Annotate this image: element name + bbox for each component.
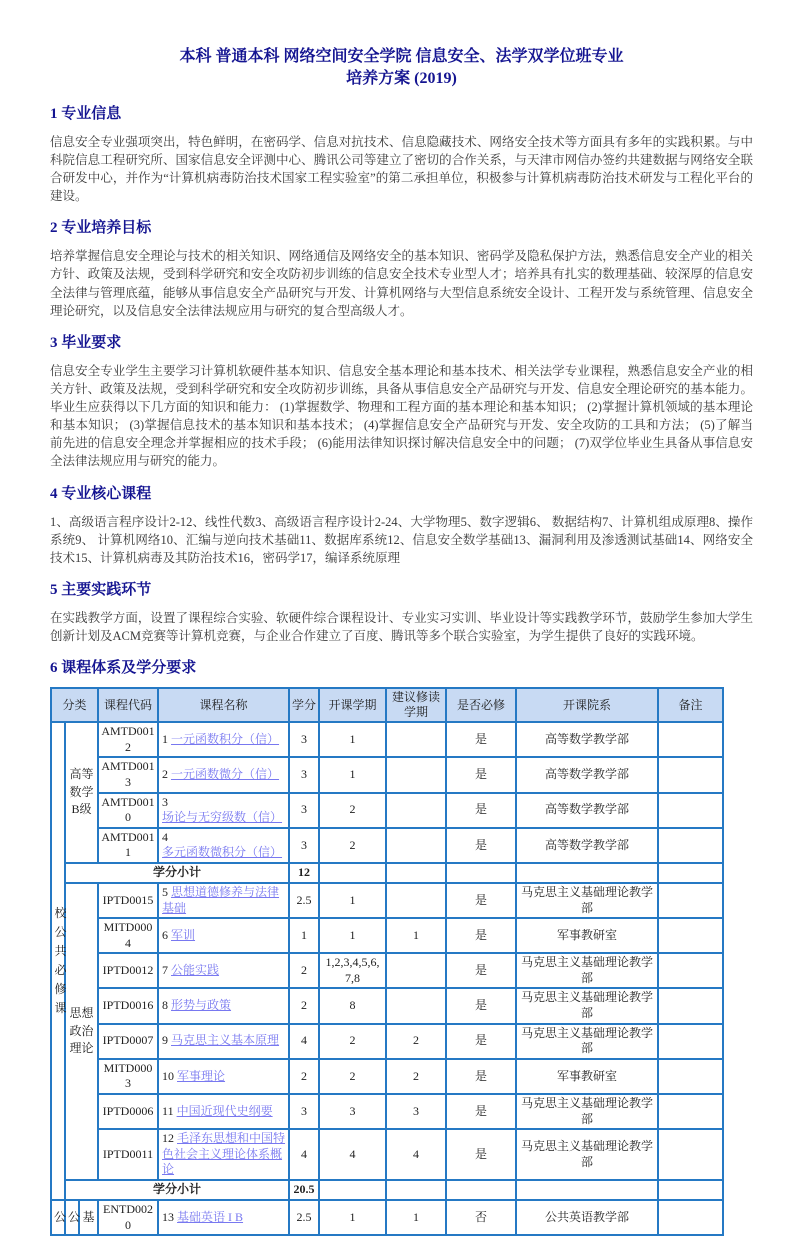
category-clipped-label: 公 <box>51 1200 65 1235</box>
subtotal-label: 学分小计 <box>65 863 289 883</box>
category-political-theory-label: 思想政治理论 <box>65 883 98 1180</box>
table-cell: 是 <box>446 988 516 1023</box>
category-school-required-label <box>51 722 65 1200</box>
table-cell <box>386 953 446 988</box>
course-link[interactable]: 形势与政策 <box>171 998 232 1013</box>
col-header-department: 开课院系 <box>516 688 658 722</box>
subtotal-credits: 12 <box>289 863 319 883</box>
row-iptd0006 <box>51 1094 723 1129</box>
section-heading-1: 1 专业信息 <box>50 105 122 122</box>
row-entd0020 <box>51 1200 723 1235</box>
course-code-cell: IPTD0006 <box>98 1094 158 1129</box>
table-cell: 1,2,3,4,5,6,7,8 <box>319 953 386 988</box>
table-cell: 1 <box>386 1200 446 1235</box>
table-cell: 马克思主义基础理论教学部 <box>516 1094 658 1129</box>
course-code-cell: MITD0004 <box>98 918 158 953</box>
table-cell: 是 <box>446 757 516 792</box>
table-cell: 马克思主义基础理论教学部 <box>516 883 658 918</box>
course-table <box>50 687 724 1236</box>
row-amtd0013 <box>51 757 723 792</box>
course-name-cell <box>158 1129 289 1180</box>
table-cell <box>386 883 446 918</box>
course-code-cell: IPTD0015 <box>98 883 158 918</box>
table-cell: 1 <box>319 883 386 918</box>
table-cell: 3 <box>289 757 319 792</box>
course-link[interactable]: 思想道德修养与法律基础 <box>162 884 280 915</box>
table-cell <box>516 863 658 883</box>
col-header-category: 分类 <box>51 688 98 722</box>
course-code-cell: IPTD0012 <box>98 953 158 988</box>
section-heading-2: 2 专业培养目标 <box>50 220 152 237</box>
table-cell: 马克思主义基础理论教学部 <box>516 988 658 1023</box>
table-cell <box>319 863 386 883</box>
course-name-cell <box>158 883 289 918</box>
course-number: 6 <box>162 927 172 942</box>
table-cell: 1 <box>319 722 386 757</box>
document-title-line1: 本科 普通本科 网络空间安全学院 信息安全、法学双学位班专业 <box>179 48 624 65</box>
section-core-courses <box>50 485 753 567</box>
table-cell: 1 <box>386 918 446 953</box>
section-major-info <box>50 105 753 206</box>
course-name-cell <box>158 828 289 863</box>
table-cell <box>386 988 446 1023</box>
table-cell: 4 <box>319 1129 386 1180</box>
table-cell <box>658 883 723 918</box>
table-cell: 是 <box>446 918 516 953</box>
course-link[interactable]: 场论与无穷级数（信） <box>162 810 283 825</box>
section-heading-4: 4 专业核心课程 <box>50 485 152 502</box>
row-iptd0007 <box>51 1024 723 1059</box>
course-table-body <box>51 722 723 1235</box>
table-cell: 3 <box>289 722 319 757</box>
col-header-course-name: 课程名称 <box>158 688 289 722</box>
course-link[interactable]: 军训 <box>171 927 196 942</box>
table-cell <box>658 918 723 953</box>
course-name-cell <box>158 988 289 1023</box>
table-cell <box>658 828 723 863</box>
table-cell <box>658 1180 723 1200</box>
table-cell: 3 <box>289 828 319 863</box>
course-number: 9 <box>162 1033 172 1048</box>
col-header-term-offered: 开课学期 <box>319 688 386 722</box>
table-cell: 是 <box>446 828 516 863</box>
course-number: 3 <box>162 794 169 809</box>
table-cell: 2 <box>289 988 319 1023</box>
table-cell <box>446 863 516 883</box>
section-body-3: 信息安全专业学生主要学习计算机软硬件基本知识、信息安全基本理论和基本技术、相关法学专业课程，熟悉信息安全产业的相关方针、政策及法规，受到科学研究和安全攻防初步训练，具备从事信息安全产品研究与开发、信息安全理论研究的基本能力。毕业生应获得以下几方面的知识和能力： (1)掌握数学、物理和工程方面的基本理论和基本知识； (2)掌握计算机领域的基本理论和基本知识； (3)掌握信息技术的基本知识和基本技术； (4)掌握信息安全产品研究与开发、安全攻防的工具和方法； (5)了解当前先进的信息安全理念并掌握相应的技术手段； (6)能用法律知识探讨解决信息安全中的问题； (7)双学位毕业生具备从事信息安全法律法规应用与研究的能力。 <box>50 363 753 469</box>
course-code-cell: IPTD0016 <box>98 988 158 1023</box>
table-cell: 2 <box>386 1059 446 1094</box>
table-cell: 2 <box>319 793 386 828</box>
table-cell <box>658 953 723 988</box>
table-cell: 2 <box>289 1059 319 1094</box>
section-heading-5: 5 主要实践环节 <box>50 581 152 598</box>
table-cell <box>386 828 446 863</box>
table-cell: 马克思主义基础理论教学部 <box>516 953 658 988</box>
course-name-cell <box>158 757 289 792</box>
table-cell <box>658 988 723 1023</box>
table-cell <box>658 1200 723 1235</box>
section-practice <box>50 581 753 645</box>
table-cell: 是 <box>446 722 516 757</box>
table-cell: 2 <box>319 1024 386 1059</box>
course-code-cell: IPTD0011 <box>98 1129 158 1180</box>
table-cell: 是 <box>446 793 516 828</box>
table-cell: 高等数学教学部 <box>516 828 658 863</box>
table-cell <box>386 793 446 828</box>
course-name-cell <box>158 1024 289 1059</box>
course-link[interactable]: 多元函数微积分（信） <box>162 845 283 860</box>
document-title <box>50 46 753 91</box>
course-link[interactable]: 中国近现代史纲要 <box>176 1103 273 1118</box>
table-cell: 1 <box>319 918 386 953</box>
course-name-cell <box>158 1094 289 1129</box>
table-cell: 2.5 <box>289 883 319 918</box>
course-number: 10 <box>162 1068 178 1083</box>
table-cell: 2 <box>386 1024 446 1059</box>
course-link[interactable]: 一元函数积分（信） <box>171 731 280 746</box>
table-cell <box>386 722 446 757</box>
table-cell: 是 <box>446 1024 516 1059</box>
table-cell <box>319 1180 386 1200</box>
table-cell: 军事教研室 <box>516 1059 658 1094</box>
course-code-cell: AMTD0012 <box>98 722 158 757</box>
table-cell: 3 <box>386 1094 446 1129</box>
course-number: 5 <box>162 884 172 899</box>
course-link[interactable]: 军事理论 <box>177 1068 226 1083</box>
category-clipped-label: 公 <box>65 1200 79 1235</box>
table-cell: 4 <box>289 1024 319 1059</box>
table-cell: 军事教研室 <box>516 918 658 953</box>
table-cell: 否 <box>446 1200 516 1235</box>
table-cell <box>658 863 723 883</box>
table-cell: 公共英语教学部 <box>516 1200 658 1235</box>
section-heading-3: 3 毕业要求 <box>50 334 122 351</box>
table-cell: 高等数学教学部 <box>516 793 658 828</box>
table-cell: 1 <box>319 1200 386 1235</box>
course-code-cell: MITD0003 <box>98 1059 158 1094</box>
subtotal-label: 学分小计 <box>65 1180 289 1200</box>
section-body-5: 在实践教学方面，设置了课程综合实验、软硬件综合课程设计、专业实习实训、毕业设计等实践教学环节，鼓励学生参加大学生创新计划及ACM竞赛等计算机竞赛，与企业合作建立了百度、腾讯等多个联合实验室，为学生提供了良好的实践环境。 <box>50 610 753 644</box>
table-cell <box>658 793 723 828</box>
course-number: 8 <box>162 998 172 1013</box>
row-iptd0012 <box>51 953 723 988</box>
table-cell: 是 <box>446 1094 516 1129</box>
table-cell <box>658 1059 723 1094</box>
table-cell <box>658 1094 723 1129</box>
table-cell: 马克思主义基础理论教学部 <box>516 1024 658 1059</box>
table-cell: 3 <box>319 1094 386 1129</box>
table-cell: 是 <box>446 1129 516 1180</box>
row-mitd0003 <box>51 1059 723 1094</box>
table-cell: 1 <box>289 918 319 953</box>
course-number: 4 <box>162 829 169 844</box>
course-name-cell <box>158 722 289 757</box>
course-code-cell: AMTD0011 <box>98 828 158 863</box>
table-cell: 4 <box>289 1129 319 1180</box>
table-cell: 3 <box>289 1094 319 1129</box>
table-cell <box>658 757 723 792</box>
table-cell <box>386 1180 446 1200</box>
subtotal-credits: 20.5 <box>289 1180 319 1200</box>
course-code-cell: AMTD0013 <box>98 757 158 792</box>
table-cell: 8 <box>319 988 386 1023</box>
course-link[interactable]: 基础英语 I B <box>177 1209 244 1224</box>
course-code-cell: ENTD0020 <box>98 1200 158 1235</box>
course-number: 11 <box>162 1103 177 1118</box>
category-clipped-label: 基 <box>79 1200 98 1235</box>
vertical-category-text: 校公共必修课 <box>54 905 67 1016</box>
course-link[interactable]: 公能实践 <box>171 963 220 978</box>
subtotal-row-political <box>51 1180 723 1200</box>
section-body-1: 信息安全专业强项突出，特色鲜明，在密码学、信息对抗技术、信息隐藏技术、网络安全技术等方面具有多年的实践积累。与中科院信息工程研究所、国家信息安全评测中心、腾讯公司等建立了密切的合作关系，与天津市网信办签约共建数据与网络安全联合研发中心，并作为“计算机病毒防治技术国家工程实验室”的第二承担单位，积极参与计算机病毒防治技术研发与工程化平台的建设。 <box>50 134 753 204</box>
header-row <box>51 688 723 722</box>
table-cell: 2 <box>289 953 319 988</box>
row-iptd0015 <box>51 883 723 918</box>
col-header-is-required: 是否必修 <box>446 688 516 722</box>
subtotal-row-math <box>51 863 723 883</box>
course-link[interactable]: 毛泽东思想和中国特色社会主义理论体系概论 <box>162 1131 286 1177</box>
table-cell: 1 <box>319 757 386 792</box>
course-name-cell <box>158 918 289 953</box>
row-iptd0016 <box>51 988 723 1023</box>
row-iptd0011 <box>51 1129 723 1180</box>
section-training-goals <box>50 219 753 320</box>
table-cell: 是 <box>446 953 516 988</box>
course-table-head <box>51 688 723 722</box>
col-header-suggested-term: 建议修读学期 <box>386 688 446 722</box>
table-cell <box>386 757 446 792</box>
course-name-cell <box>158 1200 289 1235</box>
course-name-cell <box>158 953 289 988</box>
section-body-4: 1、高级语言程序设计2-12、线性代数3、高级语言程序设计2-24、大学物理5、数字逻辑6、 数据结构7、计算机组成原理8、操作系统9、 计算机网络10、汇编与逆向技术基础11、数据库系统12、信息安全数学基础13、漏洞利用及渗透测试基础14、网络安全技术15、计算机病毒及其防治技术16，密码学17，编译系统原理 <box>50 514 753 565</box>
col-header-credits: 学分 <box>289 688 319 722</box>
table-cell <box>658 1129 723 1180</box>
col-header-notes: 备注 <box>658 688 723 722</box>
row-amtd0010 <box>51 793 723 828</box>
table-cell: 3 <box>289 793 319 828</box>
table-cell: 高等数学教学部 <box>516 757 658 792</box>
table-cell <box>446 1180 516 1200</box>
table-cell <box>658 1024 723 1059</box>
col-header-course-code: 课程代码 <box>98 688 158 722</box>
course-link[interactable]: 马克思主义基本原理 <box>171 1033 280 1048</box>
document-title-line2: 培养方案 (2019) <box>346 70 457 88</box>
table-cell: 马克思主义基础理论教学部 <box>516 1129 658 1180</box>
section-body-2: 培养掌握信息安全理论与技术的相关知识、网络通信及网络安全的基本知识、密码学及隐私保护方法，熟悉信息安全产业的相关方针、政策及法规，受到科学研究和安全攻防初步训练的信息安全技术专业型人才；培养具有扎实的数理基础、较深厚的信息安全法律与管理底蕴，能够从事信息安全产品研究与开发、计算机网络与大型信息系统安全设计、工程开发与系统管理、信息安全理论研究，以及信息安全法律法规应用与研究的复合型高级人才。 <box>50 249 753 318</box>
table-cell <box>658 722 723 757</box>
course-code-cell: AMTD0010 <box>98 793 158 828</box>
table-cell: 高等数学教学部 <box>516 722 658 757</box>
table-cell: 2 <box>319 828 386 863</box>
row-mitd0004 <box>51 918 723 953</box>
category-advanced-math-label: 高等数学B级 <box>65 722 98 863</box>
table-cell: 2 <box>319 1059 386 1094</box>
course-name-cell <box>158 1059 289 1094</box>
course-link[interactable]: 一元函数微分（信） <box>171 767 280 782</box>
row-amtd0011 <box>51 828 723 863</box>
row-amtd0012 <box>51 722 723 757</box>
table-cell: 4 <box>386 1129 446 1180</box>
course-number: 7 <box>162 963 172 978</box>
course-code-cell: IPTD0007 <box>98 1024 158 1059</box>
course-number: 2 <box>162 767 172 782</box>
section-heading-6: 6 课程体系及学分要求 <box>50 660 197 677</box>
course-number: 1 <box>162 731 172 746</box>
section-course-system <box>50 659 753 1236</box>
section-graduation-requirements <box>50 334 753 471</box>
table-cell: 2.5 <box>289 1200 319 1235</box>
table-cell: 是 <box>446 1059 516 1094</box>
course-number: 13 <box>162 1209 178 1224</box>
course-name-cell <box>158 793 289 828</box>
table-cell <box>386 863 446 883</box>
course-number: 12 <box>162 1131 178 1146</box>
table-cell <box>516 1180 658 1200</box>
table-cell: 是 <box>446 883 516 918</box>
